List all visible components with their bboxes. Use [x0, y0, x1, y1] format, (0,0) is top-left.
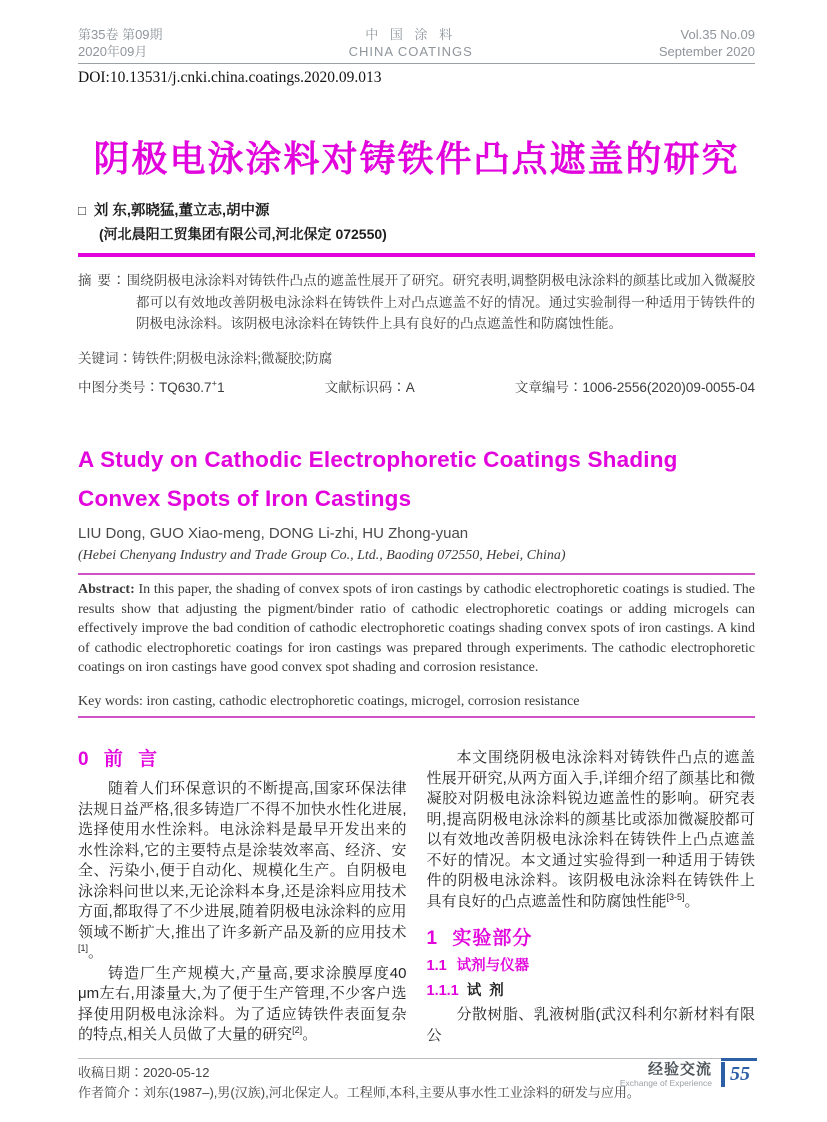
column-label	[620, 1061, 712, 1089]
author-bio: 作者简介∶刘东(1987–),男(汉族),河北保定人。工程师,本科,主要从事水性工业涂料的研发与应用。	[78, 1084, 640, 1100]
column-label-cn: 经验交流	[647, 1061, 712, 1078]
reference-2: [2]	[292, 1025, 303, 1035]
left-column	[78, 748, 407, 1046]
affiliation-cn: (河北晨阳工贸集团有限公司,河北保定 072550)	[99, 226, 387, 242]
header-divider	[78, 63, 755, 64]
corner-vertical-bar	[721, 1062, 725, 1087]
title-divider-bar	[78, 253, 755, 257]
page-number-corner-mark	[721, 1058, 757, 1087]
abstract-en-top-rule	[78, 573, 755, 575]
document-code: 文献标识码∶A	[324, 380, 415, 395]
journal-name-en: CHINA COATINGS	[348, 44, 473, 59]
abstract-en-label: Abstract:	[78, 582, 135, 597]
keywords-en	[78, 692, 755, 712]
author-marker-square: □	[78, 203, 86, 218]
keywords-cn-text: 铸铁件;阴极电泳涂料;微凝胶;防腐	[132, 351, 333, 366]
page-number: 55	[730, 1063, 750, 1085]
article-id: 文章编号∶1006-2556(2020)09-0055-04	[514, 380, 755, 395]
date-cn: 2020年09月	[78, 44, 148, 59]
right-column	[427, 748, 756, 1046]
article-title-cn: 阴极电泳涂料对铸铁件凸点遮盖的研究	[93, 138, 740, 179]
volume-issue-cn: 第35卷 第09期	[78, 27, 163, 42]
abstract-cn	[78, 270, 755, 335]
abstract-cn-label: 摘 要∶	[78, 273, 127, 288]
header-left	[78, 26, 163, 60]
doi: DOI:10.13531/j.cnki.china.coatings.2020.09.013	[78, 69, 382, 86]
section-heading-1: 1 实验部分	[426, 928, 533, 949]
authors-cn	[78, 199, 755, 220]
journal-header	[78, 26, 755, 60]
reference-3-5: [3-5]	[666, 891, 685, 902]
header-right	[659, 26, 755, 60]
clc-number: 中图分类号∶TQ630.7+1	[78, 378, 225, 395]
reference-1: [1]	[78, 943, 89, 953]
paragraph-intro-1: 随着人们环保意识的不断提高,国家环保法律法规日益严格,很多铸造厂不得不加快水性化进展,选择使用水性涂料。电泳涂料是最早开发出来的水性涂料,它的主要特点是涂装效率高、经济、安全、污染小,便于自动化、规模化生产。自阴极电泳涂料问世以来,无论涂料本身,还是涂料应用技术方面,都取得了不少进展,随着阴极电泳涂料的应用领域不断扩大,推出了许多新产品及新的应用技术[1]。	[78, 780, 407, 961]
authors-en: LIU Dong, GUO Xiao-meng, DONG Li-zhi, HU Zhong-yuan	[78, 525, 469, 542]
section-heading-1-1-1: 1.1.1 试 剂	[426, 983, 504, 999]
page-footer-badge	[620, 1058, 757, 1089]
volume-issue-en: Vol.35 No.09	[680, 27, 755, 42]
title-en-line1: A Study on Cathodic Electrophoretic Coatings Shading	[78, 447, 678, 472]
keywords-cn-label: 关键词∶	[78, 351, 132, 366]
section-heading-0: 0 前 言	[78, 749, 159, 770]
body-columns	[78, 748, 755, 1046]
abstract-en-bottom-rule	[78, 716, 755, 718]
paragraph-intro-3: 本文围绕阴极电泳涂料对铸铁件凸点的遮盖性展开研究,从两方面入手,详细介绍了颜基比和微凝胶对阴极电泳涂料锐边遮盖性的影响。研究表明,提高阴极电泳涂料的颜基比或添加微凝胶都可以有效地改善阴极电泳涂料在铸铁件上凸点遮盖不好的情况。本文通过实验得到一种适用于铸铁件的阴极电泳涂料。该阴极电泳涂料在铸铁件上具有良好的凸点遮盖性和防腐蚀性能[3-5]。	[426, 749, 755, 910]
article-title-en	[78, 440, 755, 518]
corner-top-line	[721, 1058, 757, 1061]
keywords-en-text: iron casting, cathodic electrophoretic coatings, microgel, corrosion resistance	[146, 693, 580, 709]
title-en-line2: Convex Spots of Iron Castings	[78, 486, 412, 511]
section-heading-1-1: 1.1 试剂与仪器	[426, 958, 530, 974]
date-en: September 2020	[658, 44, 755, 59]
paragraph-reagents: 分散树脂、乳液树脂(武汉科利尔新材料有限公	[426, 1006, 755, 1044]
abstract-en-text: In this paper, the shading of convex spots of iron castings by cathodic electrophoretic coatings is studied. The results show that adjusting the pigment/binder ratio of cathodic electrophoretic coatings or adding microgels can effectively improve the bad condition of cathodic electrophoretic coatings shading convex spots of iron castings. A kind of cathodic electrophoretic coatings for iron castings was prepared through experiments. The cathodic electrophoretic coatings on iron castings have good convex spot shading and corrosion resistance.	[78, 582, 755, 675]
abstract-cn-text: 围绕阴极电泳涂料对铸铁件凸点的遮盖性展开了研究。研究表明,调整阴极电泳涂料的颜基比或加入微凝胶都可以有效地改善阴极电泳涂料在铸铁件上对凸点遮盖不好的情况。通过实验制得一种适用于铸铁件的阴极电泳涂料。该阴极电泳涂料在铸铁件上具有良好的凸点遮盖性和防腐蚀性能。	[126, 273, 755, 331]
keywords-en-label: Key words:	[78, 693, 143, 709]
journal-name-cn: 中 国 涂 料	[365, 27, 457, 42]
abstract-en	[78, 580, 755, 678]
clc-superscript: +	[211, 378, 218, 390]
affiliation-en: (Hebei Chenyang Industry and Trade Group Co., Ltd., Baoding 072550, Hebei, China)	[78, 548, 566, 563]
column-label-en: Exchange of Experience	[619, 1078, 712, 1088]
paragraph-intro-2: 铸造厂生产规模大,产量高,要求涂膜厚度40 μm左右,用漆量大,为了便于生产管理,不少客户选择使用阴极电泳涂料。为了适应铸铁件表面复杂的特点,相关人员做了大量的研究[2]。	[78, 964, 407, 1043]
received-date: 收稿日期∶2020-05-12	[78, 1065, 210, 1080]
classification-row	[78, 376, 755, 396]
author-names-cn: 刘 东,郭晓猛,董立志,胡中源	[93, 203, 270, 219]
keywords-cn	[78, 348, 755, 369]
header-center	[349, 26, 473, 60]
